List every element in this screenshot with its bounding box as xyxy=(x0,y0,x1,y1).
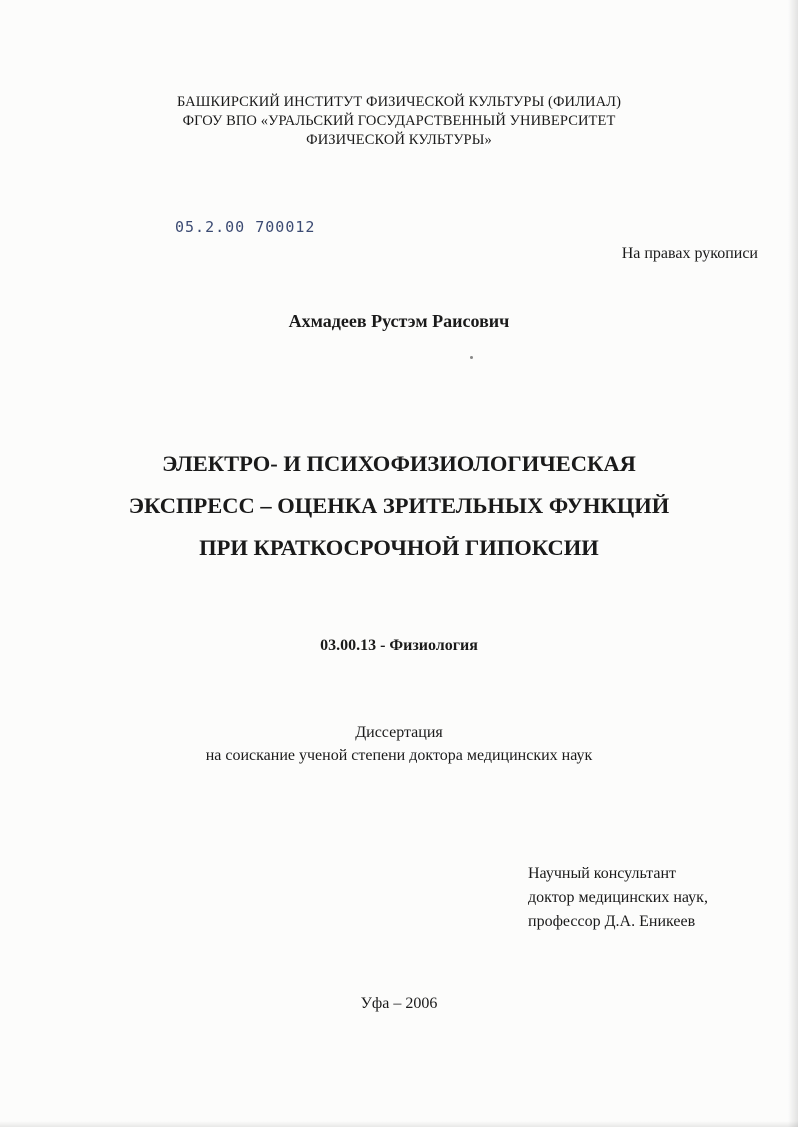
city-and-year: Уфа – 2006 xyxy=(360,995,438,1012)
consultant-line-1: Научный консультант xyxy=(528,865,676,882)
dissertation-title xyxy=(0,443,798,569)
institution-line-2: ФГОУ ВПО «УРАЛЬСКИЙ ГОСУДАРСТВЕННЫЙ УНИВЕРСИТЕТ xyxy=(182,113,616,129)
degree-statement xyxy=(0,721,798,767)
scientific-consultant xyxy=(528,862,708,934)
title-line-3: ПРИ КРАТКОСРОЧНОЙ ГИПОКСИИ xyxy=(199,535,599,560)
institution-header xyxy=(0,93,798,150)
consultant-line-3: профессор Д.А. Еникеев xyxy=(528,913,696,930)
author-name: Ахмадеев Рустэм Раисович xyxy=(288,311,510,331)
institution-line-3: ФИЗИЧЕСКОЙ КУЛЬТУРЫ» xyxy=(306,132,492,148)
scan-speck xyxy=(470,356,473,359)
degree-line-1: Диссертация xyxy=(355,724,443,741)
degree-line-2: на соискание ученой степени доктора медицинских наук xyxy=(205,747,593,764)
title-line-2: ЭКСПРЕСС – ОЦЕНКА ЗРИТЕЛЬНЫХ ФУНКЦИЙ xyxy=(128,493,670,518)
institution-line-1: БАШКИРСКИЙ ИНСТИТУТ ФИЗИЧЕСКОЙ КУЛЬТУРЫ (ФИЛИАЛ) xyxy=(176,94,622,110)
registration-stamp: 05.2.00 700012 xyxy=(175,218,316,236)
consultant-line-2: доктор медицинских наук, xyxy=(528,889,708,906)
page-bottom-shadow xyxy=(0,1121,798,1127)
title-line-1: ЭЛЕКТРО- И ПСИХОФИЗИОЛОГИЧЕСКАЯ xyxy=(162,451,636,476)
rights-note: На правах рукописи xyxy=(621,245,758,262)
specialty-code: 03.00.13 - Физиология xyxy=(320,637,478,654)
